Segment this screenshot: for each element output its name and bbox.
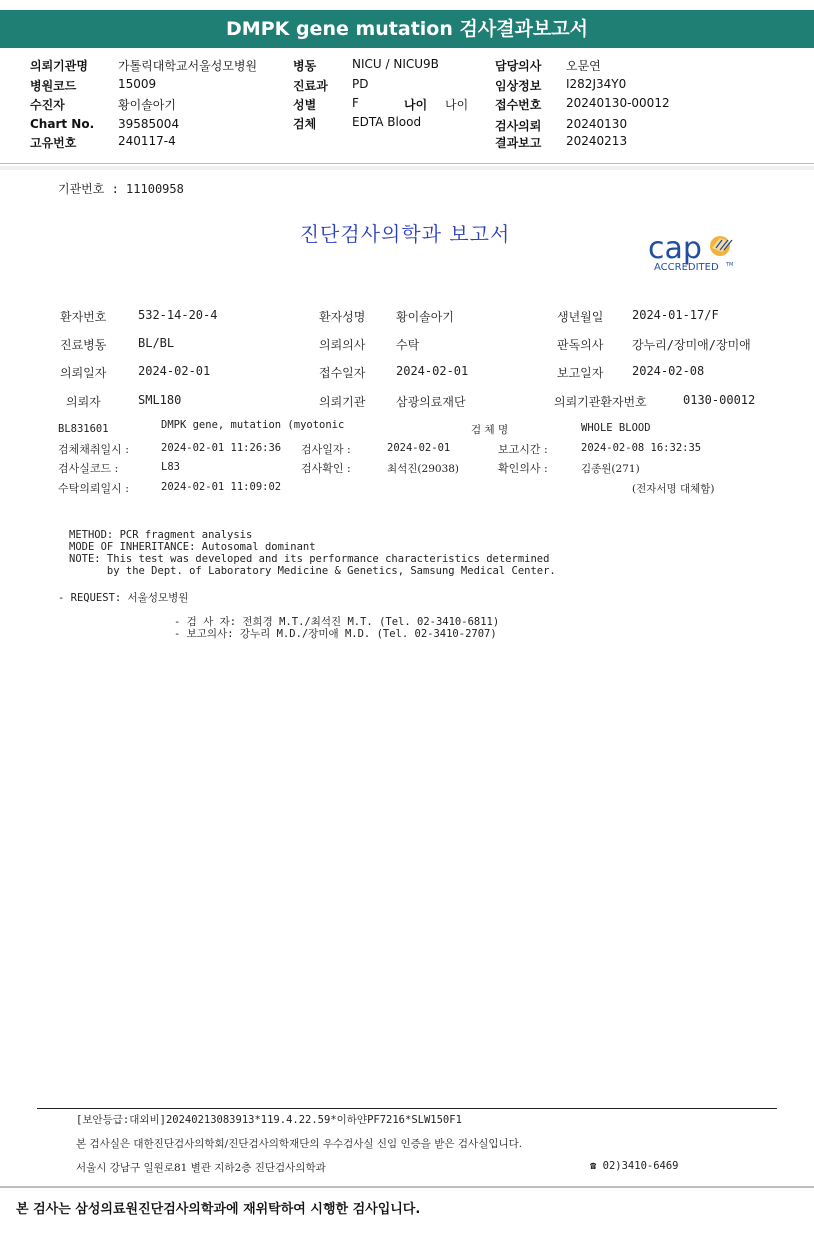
header-hospital — [30, 57, 280, 73]
header-value: 20240213 — [566, 134, 628, 148]
tester-line: - 검 사 자: 전희경 M.T./최석진 M.T. (Tel. 02-3410-6811) — [174, 616, 500, 628]
cap-logo-word: cap — [648, 231, 702, 266]
patient-row-4-value-2: 삼광의료재단 — [396, 395, 466, 409]
meta-row-1-label-2: 검사일자 : — [301, 443, 351, 456]
certification-line: 본 검사실은 대한진단검사의학회/진단검사의학재단의 우수검사실 신임 인증을 받은 검사실입니다. — [76, 1138, 523, 1150]
patient-row-3-value-3: 2024-02-08 — [632, 364, 705, 378]
header-ward — [293, 57, 483, 73]
header-report-date — [495, 134, 695, 150]
specimen-label: 검 체 명 — [471, 424, 509, 436]
address-line: 서울시 강남구 일원로81 별관 지하2층 진단검사의학과 — [76, 1162, 326, 1174]
inheritance-line: MODE OF INHERITANCE: Autosomal dominant — [69, 541, 316, 553]
header-label: Chart No. — [30, 117, 95, 131]
phone-line: ☎ 02)3410-6469 — [590, 1160, 679, 1172]
meta-row-3-label-1: 수탁의뢰일시 : — [58, 482, 129, 495]
patient-row-1-value-3: 2024-01-17/F — [632, 308, 719, 322]
header-label: 접수번호 — [495, 98, 542, 112]
header-label: 임상정보 — [495, 79, 542, 93]
header-specimen — [293, 115, 483, 131]
patient-row-2-value-3: 강누리/장미애/장미애 — [632, 338, 751, 352]
header-label: 검사의뢰 — [495, 119, 542, 133]
header-value: 39585004 — [118, 117, 180, 131]
note-line-cont: by the Dept. of Laboratory Medicine & Genetics, Samsung Medical Center. — [69, 565, 556, 577]
patient-row-3-value-1: 2024-02-01 — [138, 364, 211, 378]
reporting-doctor-line: - 보고의사: 강누리 M.D./장미애 M.D. (Tel. 02-3410-2707) — [174, 628, 497, 640]
header-label: 담당의사 — [495, 59, 542, 73]
patient-row-1-label-2: 환자성명 — [319, 310, 366, 324]
header-value: 가톨릭대학교서울성모병원 — [118, 59, 258, 73]
header-dept — [293, 77, 483, 93]
security-line: [보안등급:대외비]20240213083913*119.4.22.59*이하얀PF7216*SLW150F1 — [76, 1114, 462, 1126]
meta-row-2-label-1: 검사실코드 : — [58, 462, 119, 475]
meta-row-1-label-1: 검체채취일시 : — [58, 443, 129, 456]
header-label: 성별 — [293, 98, 317, 112]
test-code: BL831601 — [58, 423, 109, 435]
header-hospital-code — [30, 77, 280, 93]
header-clinical-info — [495, 77, 695, 93]
patient-row-1-value-1: 532-14-20-4 — [138, 308, 218, 322]
institution-number: 기관번호 : 11100958 — [58, 182, 184, 196]
patient-row-2-value-2: 수탁 — [396, 338, 420, 352]
patient-row-4-value-3: 0130-00012 — [683, 393, 756, 407]
header-value: 15009 — [118, 77, 157, 91]
patient-row-4-label-2: 의뢰기관 — [319, 395, 366, 409]
header-label: 고유번호 — [30, 136, 77, 150]
meta-row-2-label-3: 확인의사 : — [498, 462, 548, 475]
report-title: 진단검사의학과 보고서 — [299, 222, 511, 246]
header-value: 20240130 — [566, 117, 628, 131]
header-value: I282J34Y0 — [566, 77, 627, 91]
specimen-value: WHOLE BLOOD — [581, 422, 651, 434]
header-divider-shade — [0, 166, 814, 170]
header-value: PD — [352, 77, 369, 91]
patient-row-1-label-3: 생년월일 — [557, 310, 604, 324]
patient-row-4-label-3: 의뢰기관환자번호 — [554, 395, 647, 409]
request-line: - REQUEST: 서울성모병원 — [58, 592, 189, 604]
header-doctor — [495, 57, 695, 73]
meta-row-1-label-3: 보고시간 : — [498, 443, 548, 456]
header-label: 의뢰기관명 — [30, 59, 88, 73]
cap-accredited-logo — [646, 226, 756, 274]
header-label: 병동 — [293, 59, 317, 73]
patient-row-2-label-2: 의뢰의사 — [319, 338, 366, 352]
bottom-divider — [0, 1186, 814, 1188]
meta-row-1-value-3: 2024-02-08 16:32:35 — [581, 442, 702, 454]
meta-row-2-value-1: L83 — [161, 461, 180, 473]
header-receipt-no — [495, 96, 695, 112]
header-value: 오문연 — [566, 59, 601, 73]
meta-row-2-value-2: 최석진(29038) — [387, 463, 460, 475]
header-sex-age — [293, 96, 483, 112]
patient-row-2-label-1: 진료병동 — [60, 338, 107, 352]
cap-logo-sub: ACCREDITED — [654, 262, 719, 273]
header-value: 240117-4 — [118, 134, 176, 148]
header-value: NICU / NICU9B — [352, 57, 439, 71]
header-age-label: 나이 — [404, 98, 428, 112]
referral-notice: 본 검사는 삼성의료원진단검사의학과에 재위탁하여 시행한 검사입니다. — [16, 1202, 421, 1217]
header-label: 병원코드 — [30, 79, 77, 93]
patient-row-3-label-3: 보고일자 — [557, 366, 604, 380]
header-chart-no — [30, 117, 280, 133]
patient-row-2-label-3: 판독의사 — [557, 338, 604, 352]
page-title: DMPK gene mutation 검사결과보고서 — [0, 10, 814, 48]
header-label: 결과보고 — [495, 136, 542, 150]
note-line: NOTE: This test was developed and its performance characteristics determined — [69, 553, 550, 565]
meta-row-1-value-2: 2024-02-01 — [387, 442, 451, 454]
meta-row-2-label-2: 검사확인 : — [301, 462, 351, 475]
header-age-value: 나이 — [445, 98, 469, 112]
meta-row-3-value-1: 2024-02-01 11:09:02 — [161, 481, 282, 493]
patient-row-4-value-1: SML180 — [138, 393, 182, 407]
header-value: F — [352, 96, 359, 110]
header-label: 수진자 — [30, 98, 65, 112]
patient-row-1-label-1: 환자번호 — [60, 310, 107, 324]
header-label: 진료과 — [293, 79, 328, 93]
header-patient — [30, 96, 280, 112]
patient-row-3-label-1: 의뢰일자 — [60, 366, 107, 380]
header-value: EDTA Blood — [352, 115, 422, 129]
meta-row-2-value-3: 김종원(271) — [581, 463, 640, 475]
cap-logo-tm: TM — [726, 262, 734, 268]
e-signature-note: (전자서명 대체함) — [632, 483, 715, 495]
patient-row-3-label-2: 접수일자 — [319, 366, 366, 380]
patient-row-4-label-1: 의뢰자 — [66, 395, 101, 409]
method-line: METHOD: PCR fragment analysis — [69, 529, 253, 541]
meta-row-1-value-1: 2024-02-01 11:26:36 — [161, 442, 282, 454]
header-request-date — [495, 117, 695, 133]
test-name: DMPK gene, mutation (myotonic — [161, 419, 345, 431]
header-label: 검체 — [293, 117, 317, 131]
header-value: 황이솔아기 — [118, 98, 176, 112]
patient-row-2-value-1: BL/BL — [138, 336, 175, 350]
footer-divider — [37, 1108, 777, 1109]
header-divider — [0, 163, 814, 164]
patient-row-3-value-2: 2024-02-01 — [396, 364, 469, 378]
header-unique-no — [30, 134, 280, 150]
patient-row-1-value-2: 황이솔아기 — [396, 310, 454, 324]
header-value: 20240130-00012 — [566, 96, 670, 110]
